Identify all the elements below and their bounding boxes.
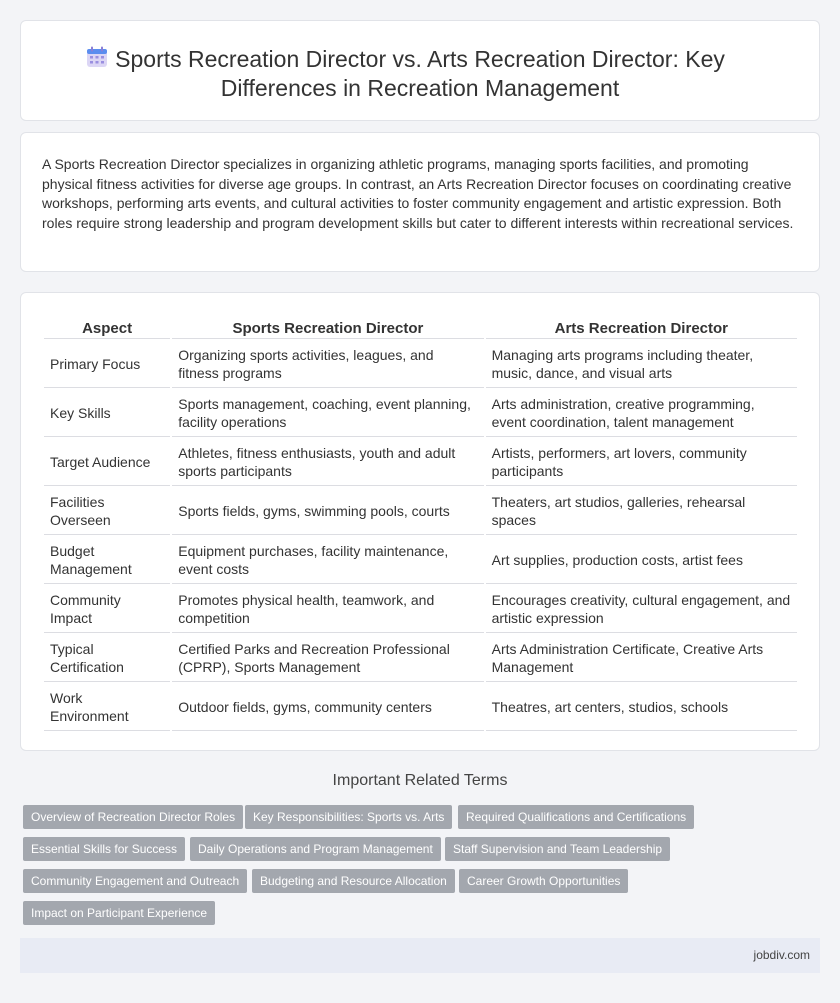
row-arts: Arts administration, creative programming, event coordination, talent management (486, 390, 797, 437)
row-sports: Equipment purchases, facility maintenance, event costs (172, 537, 483, 584)
table-row (44, 586, 797, 633)
related-term-tag[interactable]: Daily Operations and Program Management (190, 837, 441, 861)
header-aspect: Aspect (44, 317, 170, 339)
row-sports: Sports fields, gyms, swimming pools, courts (172, 488, 483, 535)
row-arts: Managing arts programs including theater, music, dance, and visual arts (486, 341, 797, 388)
table-row (44, 537, 797, 584)
table-row (44, 488, 797, 535)
header-arts: Arts Recreation Director (486, 317, 797, 339)
row-arts: Art supplies, production costs, artist fees (486, 537, 797, 584)
related-term-tag[interactable]: Key Responsibilities: Sports vs. Arts (245, 805, 452, 829)
row-aspect: Key Skills (44, 390, 170, 437)
related-term-tag[interactable]: Essential Skills for Success (23, 837, 185, 861)
row-arts: Theaters, art studios, galleries, rehearsal spaces (486, 488, 797, 535)
row-arts: Encourages creativity, cultural engagement, and artistic expression (486, 586, 797, 633)
intro-paragraph: A Sports Recreation Director specializes in organizing athletic programs, managing sports facilities, and promoting physical fitness activities for diverse age groups. In contrast, an Arts Recreation Director focuses on coordinating creative workshops, performing arts events, and cultural activities to foster community engagement and artistic expression. Both roles require strong leadership and program development skills but cater to different interests within recreational services. (42, 156, 794, 231)
footer-site-link[interactable]: jobdiv.com (753, 948, 810, 962)
comparison-card (20, 292, 820, 751)
title-card (20, 20, 820, 121)
row-arts: Theatres, art centers, studios, schools (486, 684, 797, 731)
related-term-tag[interactable]: Required Qualifications and Certifications (458, 805, 694, 829)
footer (20, 938, 820, 973)
related-term-tag[interactable]: Overview of Recreation Director Roles (23, 805, 243, 829)
row-aspect: Primary Focus (44, 341, 170, 388)
intro-card (20, 132, 820, 272)
related-term-tag[interactable]: Budgeting and Resource Allocation (252, 869, 455, 893)
row-arts: Artists, performers, art lovers, community participants (486, 439, 797, 486)
row-aspect: Facilities Overseen (44, 488, 170, 535)
row-aspect: Work Environment (44, 684, 170, 731)
row-sports: Promotes physical health, teamwork, and competition (172, 586, 483, 633)
row-sports: Sports management, coaching, event planning, facility operations (172, 390, 483, 437)
row-sports: Athletes, fitness enthusiasts, youth and adult sports participants (172, 439, 483, 486)
comparison-table (42, 315, 799, 733)
row-sports: Organizing sports activities, leagues, and fitness programs (172, 341, 483, 388)
related-term-tag[interactable]: Staff Supervision and Team Leadership (445, 837, 670, 861)
row-sports: Certified Parks and Recreation Professional (CPRP), Sports Management (172, 635, 483, 682)
table-row (44, 341, 797, 388)
row-aspect: Typical Certification (44, 635, 170, 682)
header-sports: Sports Recreation Director (172, 317, 483, 339)
related-term-tag[interactable]: Impact on Participant Experience (23, 901, 215, 925)
table-row (44, 635, 797, 682)
row-aspect: Target Audience (44, 439, 170, 486)
related-terms-title: Important Related Terms (332, 772, 508, 789)
row-sports: Outdoor fields, gyms, community centers (172, 684, 483, 731)
table-row (44, 439, 797, 486)
row-aspect: Budget Management (44, 537, 170, 584)
page-title: Sports Recreation Director vs. Arts Recreation Director: Key Differences in Recreation Management (115, 46, 725, 101)
table-row (44, 684, 797, 731)
table-row (44, 390, 797, 437)
row-arts: Arts Administration Certificate, Creative Arts Management (486, 635, 797, 682)
row-aspect: Community Impact (44, 586, 170, 633)
related-term-tag[interactable]: Community Engagement and Outreach (23, 869, 247, 893)
table-header-row (44, 317, 797, 339)
related-term-tag[interactable]: Career Growth Opportunities (459, 869, 628, 893)
